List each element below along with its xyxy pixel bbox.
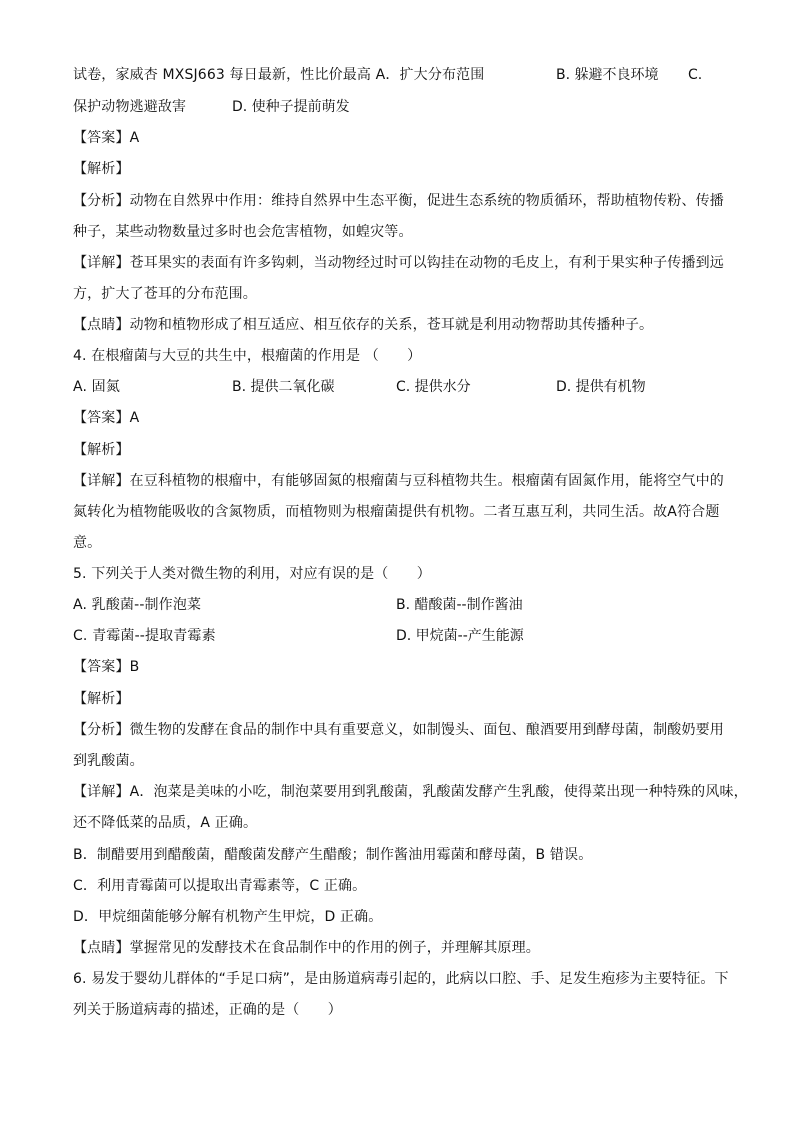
q5-detail-c: C．利用青霉菌可以提取出青霉素等，C 正确。 (73, 878, 367, 894)
q3-option-c-label: C. (688, 67, 703, 83)
q5-option-a: A. 乳酸菌--制作泡菜 (73, 597, 202, 613)
q4-option-b: B. 提供二氧化碳 (232, 379, 335, 395)
q3-detail-line1: 【详解】苍耳果实的表面有许多钩刺，当动物经过时可以钩挂在动物的毛皮上，有利于果实种子传播到远 (73, 255, 724, 271)
q5-analysis-line1: 【分析】微生物的发酵在食品的制作中具有重要意义，如制馒头、面包、酿酒要用到酵母菌，制酸奶要用 (73, 722, 724, 738)
q5-detail-d: D．甲烷细菌能够分解有机物产生甲烷，D 正确。 (73, 909, 383, 925)
q4-detail-line3: 意。 (73, 535, 102, 551)
q4-option-a: A. 固氮 (73, 379, 120, 395)
q4-detail-line1: 【详解】在豆科植物的根瘤中，有能够固氮的根瘤菌与豆科植物共生。根瘤菌有固氮作用，能将空气中的 (73, 473, 724, 489)
q5-answer: 【答案】B (73, 659, 140, 675)
q5-analysis-line2: 到乳酸菌。 (73, 753, 144, 769)
q3-answer: 【答案】A (73, 130, 140, 146)
q5-option-c: C. 青霉菌--提取青霉素 (73, 628, 216, 644)
q3-tip: 【点睛】动物和植物形成了相互适应、相互依存的关系，苍耳就是利用动物帮助其传播种子。 (73, 317, 654, 333)
q3-option-c-text: 保护动物逃避敌害 (73, 99, 187, 115)
q5-detail-b: B．制醋要用到醋酸菌，醋酸菌发酵产生醋酸；制作酱油用霉菌和酵母菌，B 错误。 (73, 847, 593, 863)
q5-analysis-heading: 【解析】 (73, 691, 130, 707)
q3-header-line: 试卷，家威杏 MXSJ663 每日最新，性比价最高 A．扩大分布范围 (73, 67, 485, 83)
q4-option-c: C. 提供水分 (396, 379, 471, 395)
q3-analysis-heading: 【解析】 (73, 161, 130, 177)
q5-stem: 5. 下列关于人类对微生物的利用，对应有误的是（ ） (73, 566, 431, 582)
q3-analysis-line2: 种子，某些动物数量过多时也会危害植物，如蝗灾等。 (73, 224, 413, 240)
q5-tip: 【点睛】掌握常见的发酵技术在食品制作中的作用的例子，并理解其原理。 (73, 940, 540, 956)
q5-detail-line1: 【详解】A．泡菜是美味的小吃，制泡菜要用到乳酸菌，乳酸菌发酵产生乳酸，使得菜出现一种特殊的风味， (73, 784, 748, 800)
q6-stem-line1: 6. 易发于婴幼儿群体的“手足口病”，是由肠道病毒引起的，此病以口腔、手、足发生疱疹为主要特征。下 (73, 971, 729, 987)
q4-answer: 【答案】A (73, 410, 140, 426)
q3-analysis-line1: 【分析】动物在自然界中作用：维持自然界中生态平衡，促进生态系统的物质循环，帮助植物传粉、传播 (73, 193, 724, 209)
q6-stem-line2: 列关于肠道病毒的描述，正确的是（ ） (73, 1002, 342, 1018)
q3-detail-line2: 方，扩大了苍耳的分布范围。 (73, 286, 257, 302)
q3-option-d: D. 使种子提前萌发 (232, 99, 350, 115)
q4-detail-line2: 氮转化为植物能吸收的含氮物质，而植物则为根瘤菌提供有机物。二者互惠互利，共同生活。故A符合题 (73, 504, 720, 520)
q5-detail-line2: 还不降低菜的品质，A 正确。 (73, 815, 258, 831)
q5-option-d: D. 甲烷菌--产生能源 (396, 628, 524, 644)
q4-option-d: D. 提供有机物 (556, 379, 646, 395)
q3-option-b: B. 躲避不良环境 (556, 67, 659, 83)
q4-analysis-heading: 【解析】 (73, 442, 130, 458)
q5-option-b: B. 醋酸菌--制作酱油 (396, 597, 523, 613)
q4-stem: 4. 在根瘤菌与大豆的共生中，根瘤菌的作用是 （ ） (73, 348, 422, 364)
